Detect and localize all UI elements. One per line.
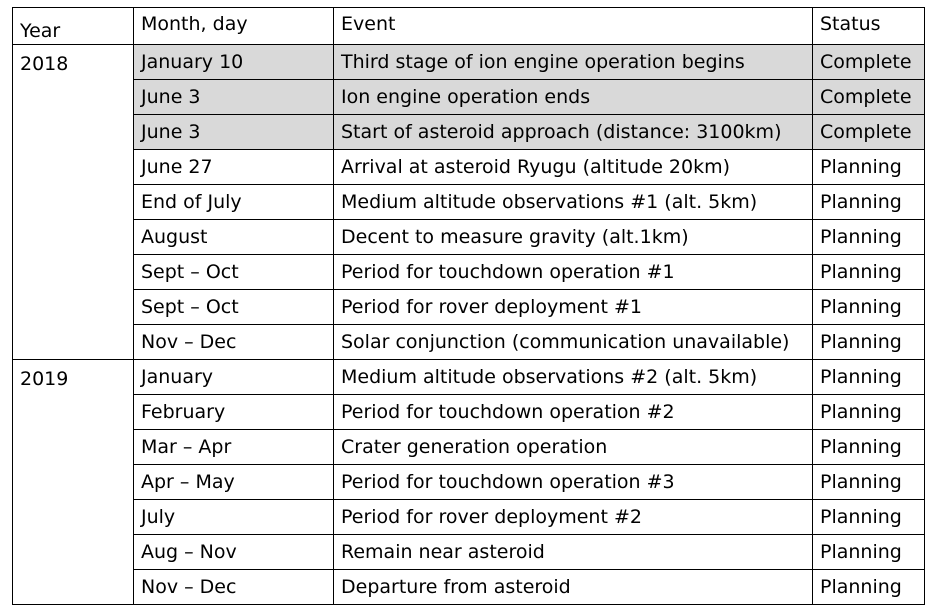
event-cell: Departure from asteroid (334, 570, 813, 605)
date-cell: Apr – May (134, 465, 334, 500)
status-cell: Planning (813, 430, 925, 465)
event-cell: Remain near asteroid (334, 535, 813, 570)
table-row (13, 115, 925, 150)
event-cell: Medium altitude observations #1 (alt. 5km) (334, 185, 813, 220)
table-row (13, 185, 925, 220)
date-cell: January 10 (134, 45, 334, 80)
status-cell: Planning (813, 360, 925, 395)
event-cell: Decent to measure gravity (alt.1km) (334, 220, 813, 255)
header-year: Year (13, 8, 134, 45)
date-cell: February (134, 395, 334, 430)
table-row (13, 290, 925, 325)
status-cell: Complete (813, 80, 925, 115)
event-cell: Crater generation operation (334, 430, 813, 465)
table-row (13, 80, 925, 115)
table-row (13, 325, 925, 360)
year-cell: 2019 (13, 360, 134, 605)
date-cell: July (134, 500, 334, 535)
year-cell: 2018 (13, 45, 134, 360)
status-cell: Complete (813, 45, 925, 80)
status-cell: Planning (813, 255, 925, 290)
table-row (13, 150, 925, 185)
table-row (13, 45, 925, 80)
table-row (13, 430, 925, 465)
status-cell: Planning (813, 220, 925, 255)
header-row (13, 8, 925, 45)
status-cell: Planning (813, 535, 925, 570)
table-row (13, 255, 925, 290)
event-cell: Ion engine operation ends (334, 80, 813, 115)
table-row (13, 220, 925, 255)
status-cell: Planning (813, 395, 925, 430)
date-cell: Mar – Apr (134, 430, 334, 465)
event-cell: Medium altitude observations #2 (alt. 5km) (334, 360, 813, 395)
event-cell: Period for touchdown operation #2 (334, 395, 813, 430)
status-cell: Planning (813, 570, 925, 605)
status-cell: Complete (813, 115, 925, 150)
table-row (13, 395, 925, 430)
schedule-table-container (12, 7, 925, 605)
status-cell: Planning (813, 185, 925, 220)
date-cell: January (134, 360, 334, 395)
event-cell: Period for touchdown operation #3 (334, 465, 813, 500)
date-cell: June 3 (134, 115, 334, 150)
date-cell: Nov – Dec (134, 325, 334, 360)
table-row (13, 465, 925, 500)
event-cell: Period for rover deployment #1 (334, 290, 813, 325)
table-row (13, 570, 925, 605)
event-cell: Solar conjunction (communication unavailable) (334, 325, 813, 360)
event-cell: Arrival at asteroid Ryugu (altitude 20km) (334, 150, 813, 185)
date-cell: June 27 (134, 150, 334, 185)
date-cell: Nov – Dec (134, 570, 334, 605)
table-row (13, 535, 925, 570)
date-cell: Sept – Oct (134, 290, 334, 325)
event-cell: Period for touchdown operation #1 (334, 255, 813, 290)
status-cell: Planning (813, 465, 925, 500)
event-cell: Start of asteroid approach (distance: 3100km) (334, 115, 813, 150)
header-month-day: Month, day (134, 8, 334, 45)
date-cell: Aug – Nov (134, 535, 334, 570)
status-cell: Planning (813, 150, 925, 185)
schedule-body (13, 45, 925, 605)
table-row (13, 500, 925, 535)
date-cell: Sept – Oct (134, 255, 334, 290)
date-cell: August (134, 220, 334, 255)
event-cell: Period for rover deployment #2 (334, 500, 813, 535)
mission-schedule-table (12, 7, 925, 605)
table-row (13, 360, 925, 395)
event-cell: Third stage of ion engine operation begins (334, 45, 813, 80)
header-status: Status (813, 8, 925, 45)
date-cell: June 3 (134, 80, 334, 115)
header-event: Event (334, 8, 813, 45)
status-cell: Planning (813, 500, 925, 535)
status-cell: Planning (813, 290, 925, 325)
date-cell: End of July (134, 185, 334, 220)
status-cell: Planning (813, 325, 925, 360)
